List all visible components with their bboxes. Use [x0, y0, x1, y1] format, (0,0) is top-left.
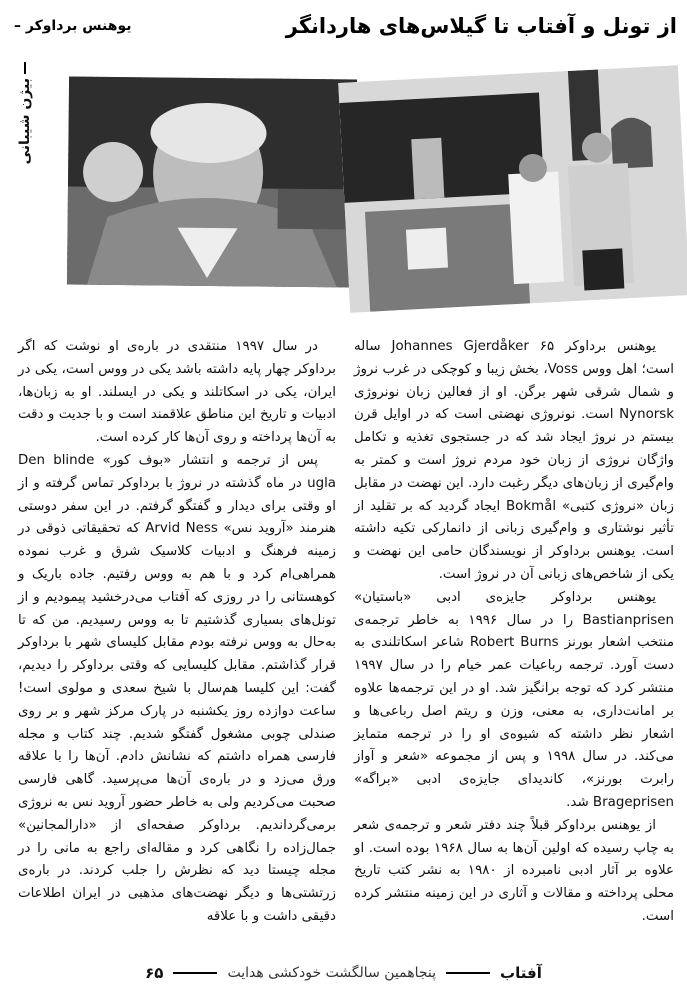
group-photo: [338, 65, 687, 312]
portrait-photo: [67, 76, 357, 287]
page-number: ۶۵: [145, 964, 164, 982]
article-column-right: [354, 336, 674, 929]
paragraph: در سال ۱۹۹۷ منتقدی در باره‌ی او نوشت که اگر برداوکر چهار پایه داشته باشد یکی در ووس است، یکی در ایران، یکی در اسکاتلند و یکی در ایسلند. او به زبان‌ها، ادبیات و تاریخ این مناطق علاقمند است و با جدیت و دقت به آن‌ها پرداخته و روی آن‌ها کار کرده است.: [18, 339, 336, 446]
paragraph: یوهنس برداوکر جایزه‌ی ادبی «باستیان» Bastianprisen را در سال ۱۹۹۶ به خاطر ترجمه‌ی منتخب اشعار بورنز Robert Burns شاعر اسکاتلندی به دست آورد. ترجمه رباعیات عمر خیام را در سال ۱۹۹۷ منتشر کرد که توجه برانگیز شد. او در این ترجمه‌ها علاوه بر امانت‌داری، به معنی، وزن و ریتم اصل رباعی‌ها و اشعار نظر داشته که شیوه‌ی او را در ترجمه متمایز می‌کند. در سال ۱۹۹۸ و پس از مجموعه «شعر و آواز رابرت بورنز»، کاندیدای جایزه‌ی ادبی «براگه» Brageprisen شد.: [354, 589, 674, 810]
article-title: از تونل و آفتاب تا گیلاس‌های هاردانگر: [285, 14, 677, 38]
author-byline: [14, 62, 36, 182]
issue-title: پنجاهمین سالگشت خودکشی هدایت: [227, 965, 437, 981]
footer-rule: [446, 972, 490, 974]
magazine-name: آفتاب: [500, 964, 542, 982]
article-subject: یوهنس برداوکر –: [14, 18, 132, 34]
paragraph: از یوهنس برداوکر قبلاً چند دفتر شعر و ترجمه‌ی شعر به چاپ رسیده که اولین آن‌ها به سال ۱۹۶۸ بوده است. او علاوه بر آثار ادبی نامبرده از ۱۹۸۰ به نشر کتب تاریخ محلی پرداخته و مقالات و آثاری در این زمینه منتشر کرده است.: [354, 817, 674, 924]
article-column-left: [18, 336, 336, 929]
footer-rule: [173, 972, 217, 974]
page-header: [14, 6, 677, 46]
byline-name: بیژن شیبانی: [17, 78, 33, 165]
paragraph: یوهنس برداوکر Johannes Gjerdåker ۶۵ ساله است؛ اهل ووس Voss، بخش زیبا و کوچکی در غرب نروژ و شمال شرقی شهر برگن. او از فعالین زبان نونروژی Nynorsk است. نونروژی نهضتی است که در اوایل قرن بیستم در نروژ ایجاد شد که در جستجوی تغذیه و تکامل واژگان نروژی از زبان خود مردم نروژ است و کمتر به وام‌گیری از زبان‌های دیگر رغبت دارد. این نهضت در مقابل زبان «نروژی کتبی» Bokmål ایجاد گردید که بر تقلید از تأثیر نوشتاری و وام‌گیری زبانی از دانمارکی تکیه داشته است. یوهنس برداوکر از نویسندگان حامی این نهضت و یکی از شاخص‌های زبانی آن در نروژ است.: [354, 339, 674, 582]
page-footer: [0, 958, 687, 988]
byline-rule: [24, 62, 26, 74]
portrait-photo-graphic: [67, 76, 357, 287]
group-photo-graphic: [338, 65, 687, 312]
paragraph: پس از ترجمه و انتشار «بوف کور» Den blinde ugla در ماه گذشته در نروژ با برداوکر تماس گرفته و از او وقتی برای دیدار و گفتگو گرفتم. در این سفر دوستی هنرمند «آروید نس» Arvid Ness که تحقیقاتی ذوقی در زمینه فرهنگ و ادبیات کلاسیک شرق و غرب نموده همراهی‌ام کرد و با هم به ووس رفتیم. جاده باریک و کوهستانی را در روزی که آفتاب می‌درخشید پیمودیم و از تونل‌های بسیاری گذشتیم تا به ووس رسیدیم. من که تا به‌حال به ووس نرفته بودم مقابل کلیسای شهر با برداوکر قرار گذاشتم. مقابل کلیسایی که وقتی برداوکر را دیدیم، گفت: این کلیسا هم‌سال با شیخ سعدی و مولوی است! ساعت دوازده روز یکشنبه در پارک مرکز شهر و بر روی صندلی چوبی مشغول گفتگو شدیم. چند کتاب و مجله فارسی همراه داشتم که نشانش دادم. آن‌ها را با علاقه ورق می‌زد و در باره‌ی آن‌ها می‌پرسید. گاهی فارسی صحبت می‌کردیم ولی به خاطر حضور آروید نس به نروژی برمی‌گرداندیم. برداوکر صفحه‌ای از «دارالمجانین» جمال‌زاده را نگاهی کرد و مقاله‌ای راجع به مانی را در مجله چیستا دید که نظرش را جلب کردند. در باره‌ی زرتشتی‌ها و دیگر نهضت‌های مذهبی در ایران اطلاعات دقیقی داشت و با علاقه: [18, 452, 336, 924]
